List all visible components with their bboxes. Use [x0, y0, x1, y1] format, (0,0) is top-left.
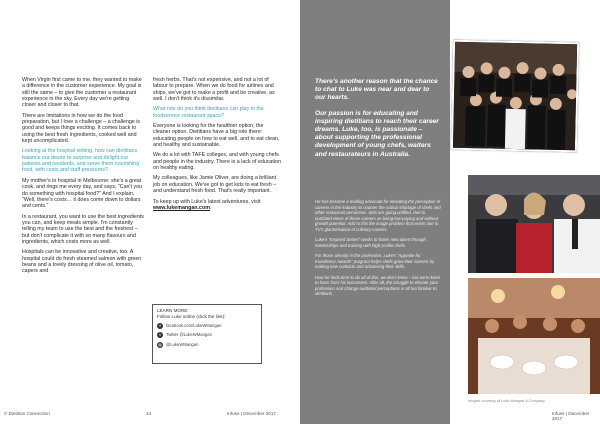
group-photo-art: [453, 42, 579, 153]
website-link[interactable]: www.lukemangan.com: [153, 204, 210, 211]
restaurant-dining-photo: [468, 278, 600, 394]
sidebar-lead-1: There's another reason that the chance to chat to Luke was near and dear to our hearts.: [315, 78, 438, 102]
sidebar-lead-2: Our passion is for educating and inspiring dietitians to reach their career dreams. Luke, too, is passionate – about supporting the professional development of young chefs, waiters and restaurateurs in Australia.: [315, 109, 439, 158]
facebook-icon: f: [157, 323, 163, 329]
paragraph: My colleagues, like Jamie Oliver, are doing a brilliant job on education. We've got to get kids to eat fresh – and understand fresh food. That's really important.: [153, 175, 277, 195]
learn-more-subtitle: Follow Luke online (click the link):: [157, 313, 226, 319]
article-column-1: [22, 77, 144, 279]
interview-question: Looking at the hospital setting, how can dietitians balance our desire to surprise and delight our patients and residents, and serve them nourishing food, with costs and staff pressures?: [22, 148, 140, 174]
paragraph: Everyone is looking for the healthier option, the cleaner option. Dietitians have a big role there: educating people on how to eat well, and to eat clean, and healthy and sustainable.: [153, 123, 280, 149]
visit-text: To keep up with Luke's latest adventures, visit: [153, 198, 261, 205]
photo-caption: Images courtesy of Luke Mangan & Company: [468, 399, 546, 403]
page-number: 14: [146, 411, 152, 416]
sidebar-paragraph: For those already in the profession, Luke's "Appetite for Excellence Awards" program helps chefs grow their careers by making new contacts and advancing their skills.: [315, 253, 435, 269]
issue-label-right: Infuse | December 2017: [552, 411, 590, 421]
article-column-2: [153, 77, 281, 215]
paragraph-visit: [153, 199, 281, 212]
group-photo: [451, 40, 579, 153]
paragraph: There are limitations in how we do the food preparation, but I love a challenge – a challenge is good and keeps things exciting. It comes back to using the best fresh ingredients, cooked well and kept uncomplicated.: [22, 112, 141, 145]
learn-more-title: LEARN MORE:: [157, 308, 189, 313]
twitter-link[interactable]: [157, 332, 257, 338]
visit-end: .: [209, 204, 212, 211]
sidebar-body: [315, 199, 441, 302]
chef-photo-art: [468, 175, 600, 273]
dining-photo-art: [468, 278, 600, 394]
sidebar-paragraph: How he finds time to do all of this, we don't know – but we're keen to learn from his successes. After all, the struggle to elevate your profession and change outdated perceptions is all too familiar to dietitians.: [315, 274, 441, 296]
facebook-link[interactable]: [157, 323, 257, 329]
instagram-icon: ◎: [158, 341, 162, 347]
sidebar-paragraph: Luke's "Inspired Series" works to foster new talent through mentorships and training with high-profile chefs.: [315, 237, 426, 248]
issue-label-left: Infuse | December 2017: [227, 411, 276, 416]
paragraph: My mother's in hospital in Melbourne; she's a great cook, and rings me every day, and says, "Can't you do something with hospital food?" And I explain, "Well, there's costs… it does come down to dollars and cents.": [22, 177, 142, 210]
paragraph: In a restaurant, you want to use the best ingredients you can, and keep meals simple. I'm constantly telling my team to use the best and the freshest – but don't complicate it with so many flavours and ingredients, which costs more as well.: [22, 213, 144, 245]
twitter-label: Twitter @LukeWMangan: [166, 332, 212, 338]
paragraph: When Virgin first came to me, they wanted to make a difference in the customer experience. My goal is still the same – to give the customer a restaurant experience in the sky. Every day we're getting closer and closer to that.: [22, 77, 142, 109]
sidebar-paragraph: He has become a leading advocate for elevating the perception of careers in the industry to counter the critical shortage of chefs and other restaurant personnel. Jobs are going unfilled, due to outdated views of these careers as being low-paying and without growth potential. Add to this the image problem that exists due to TV's glamorisation of culinary careers.: [315, 199, 441, 232]
sidebar-lead: [315, 78, 441, 166]
interview-question: What role do you think dietitians can play in the foodservice restaurant space?: [153, 106, 264, 119]
learn-more-box: [152, 304, 262, 364]
paragraph: fresh herbs. That's not expensive, and not a lot of labour to prepare. When we do food for airlines and ships, we've got to make a profit and be creative, as well. I don't think it's dissimilar.: [153, 77, 275, 103]
paragraph: We do a lot with TAFE colleges, and with young chefs and people in the industry. There is a lack of education on healthy eating.: [153, 152, 281, 172]
footer-brand: © Dietitian Connection: [4, 411, 50, 416]
facebook-label: facebook.com/LukeWMangan: [166, 322, 222, 328]
paragraph: Hospitals can be innovative and creative, too. A hospital could do fresh steamed salmon with green beans and a lovely dressing of olive oil, tomato, capers and: [22, 249, 142, 275]
instagram-label: @LukeWMangan: [166, 341, 199, 347]
chef-with-guests-photo: [468, 175, 600, 273]
instagram-link[interactable]: [157, 342, 257, 348]
twitter-icon: t: [157, 332, 163, 338]
